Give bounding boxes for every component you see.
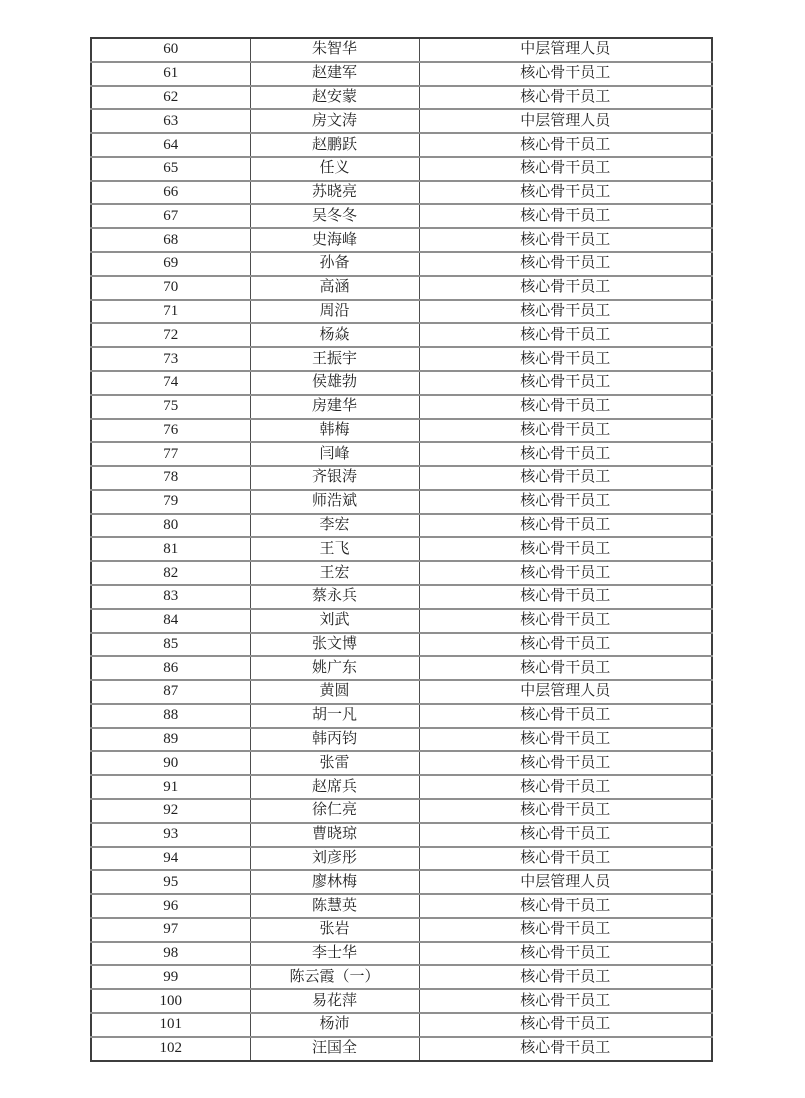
category-cell: 核心骨干员工 (419, 395, 712, 419)
category-cell: 核心骨干员工 (419, 347, 712, 371)
category-cell: 核心骨干员工 (419, 537, 712, 561)
serial-number-cell: 96 (91, 894, 250, 918)
employee-name-cell: 师浩斌 (250, 490, 419, 514)
table-row (91, 775, 712, 799)
employee-name-cell: 韩丙钧 (250, 728, 419, 752)
table-row (91, 252, 712, 276)
table-row (91, 181, 712, 205)
table-row (91, 1037, 712, 1061)
serial-number-cell: 72 (91, 323, 250, 347)
employee-name-cell: 房文涛 (250, 109, 419, 133)
category-cell: 核心骨干员工 (419, 157, 712, 181)
category-cell: 核心骨干员工 (419, 181, 712, 205)
table-row (91, 633, 712, 657)
employee-table-body (91, 38, 712, 1061)
serial-number-cell: 102 (91, 1037, 250, 1061)
table-row (91, 1013, 712, 1037)
employee-name-cell: 孙备 (250, 252, 419, 276)
serial-number-cell: 94 (91, 847, 250, 871)
table-row (91, 894, 712, 918)
table-row (91, 38, 712, 62)
category-cell: 中层管理人员 (419, 870, 712, 894)
serial-number-cell: 80 (91, 514, 250, 538)
category-cell: 核心骨干员工 (419, 228, 712, 252)
table-row (91, 133, 712, 157)
table-row (91, 918, 712, 942)
category-cell: 核心骨干员工 (419, 276, 712, 300)
table-row (91, 371, 712, 395)
category-cell: 核心骨干员工 (419, 371, 712, 395)
employee-name-cell: 房建华 (250, 395, 419, 419)
table-row (91, 323, 712, 347)
serial-number-cell: 92 (91, 799, 250, 823)
serial-number-cell: 78 (91, 466, 250, 490)
serial-number-cell: 69 (91, 252, 250, 276)
category-cell: 核心骨干员工 (419, 133, 712, 157)
employee-name-cell: 周沿 (250, 300, 419, 324)
category-cell: 核心骨干员工 (419, 585, 712, 609)
category-cell: 核心骨干员工 (419, 514, 712, 538)
employee-name-cell: 李士华 (250, 942, 419, 966)
employee-name-cell: 王振宇 (250, 347, 419, 371)
employee-roster-table (90, 37, 713, 1062)
table-row (91, 728, 712, 752)
table-row (91, 870, 712, 894)
employee-name-cell: 韩梅 (250, 419, 419, 443)
serial-number-cell: 84 (91, 609, 250, 633)
table-row (91, 442, 712, 466)
category-cell: 核心骨干员工 (419, 918, 712, 942)
employee-name-cell: 赵建军 (250, 62, 419, 86)
table-row (91, 490, 712, 514)
serial-number-cell: 82 (91, 561, 250, 585)
employee-name-cell: 杨焱 (250, 323, 419, 347)
table-row (91, 276, 712, 300)
table-row (91, 799, 712, 823)
table-row (91, 419, 712, 443)
table-row (91, 680, 712, 704)
table-row (91, 537, 712, 561)
serial-number-cell: 85 (91, 633, 250, 657)
employee-name-cell: 吴冬冬 (250, 204, 419, 228)
category-cell: 中层管理人员 (419, 109, 712, 133)
table-row (91, 751, 712, 775)
serial-number-cell: 73 (91, 347, 250, 371)
employee-name-cell: 张岩 (250, 918, 419, 942)
category-cell: 核心骨干员工 (419, 989, 712, 1013)
category-cell: 中层管理人员 (419, 38, 712, 62)
employee-name-cell: 易花萍 (250, 989, 419, 1013)
table-row (91, 942, 712, 966)
employee-name-cell: 齐银涛 (250, 466, 419, 490)
category-cell: 核心骨干员工 (419, 323, 712, 347)
table-row (91, 466, 712, 490)
employee-name-cell: 张文博 (250, 633, 419, 657)
serial-number-cell: 87 (91, 680, 250, 704)
serial-number-cell: 98 (91, 942, 250, 966)
employee-name-cell: 赵安蒙 (250, 86, 419, 110)
serial-number-cell: 61 (91, 62, 250, 86)
employee-name-cell: 任义 (250, 157, 419, 181)
category-cell: 核心骨干员工 (419, 466, 712, 490)
serial-number-cell: 89 (91, 728, 250, 752)
category-cell: 核心骨干员工 (419, 62, 712, 86)
category-cell: 核心骨干员工 (419, 633, 712, 657)
category-cell: 核心骨干员工 (419, 942, 712, 966)
table-row (91, 704, 712, 728)
employee-name-cell: 高涵 (250, 276, 419, 300)
category-cell: 核心骨干员工 (419, 252, 712, 276)
employee-name-cell: 陈慧英 (250, 894, 419, 918)
employee-name-cell: 徐仁亮 (250, 799, 419, 823)
employee-name-cell: 李宏 (250, 514, 419, 538)
serial-number-cell: 76 (91, 419, 250, 443)
table-row (91, 847, 712, 871)
table-row (91, 395, 712, 419)
category-cell: 核心骨干员工 (419, 1013, 712, 1037)
serial-number-cell: 83 (91, 585, 250, 609)
employee-name-cell: 廖林梅 (250, 870, 419, 894)
category-cell: 核心骨干员工 (419, 799, 712, 823)
category-cell: 中层管理人员 (419, 680, 712, 704)
employee-name-cell: 朱智华 (250, 38, 419, 62)
category-cell: 核心骨干员工 (419, 894, 712, 918)
serial-number-cell: 66 (91, 181, 250, 205)
serial-number-cell: 93 (91, 823, 250, 847)
serial-number-cell: 100 (91, 989, 250, 1013)
employee-name-cell: 史海峰 (250, 228, 419, 252)
category-cell: 核心骨干员工 (419, 561, 712, 585)
serial-number-cell: 75 (91, 395, 250, 419)
employee-name-cell: 汪国全 (250, 1037, 419, 1061)
category-cell: 核心骨干员工 (419, 728, 712, 752)
table-row (91, 989, 712, 1013)
table-row (91, 823, 712, 847)
employee-name-cell: 赵席兵 (250, 775, 419, 799)
table-row (91, 656, 712, 680)
category-cell: 核心骨干员工 (419, 823, 712, 847)
employee-name-cell: 王飞 (250, 537, 419, 561)
serial-number-cell: 90 (91, 751, 250, 775)
serial-number-cell: 88 (91, 704, 250, 728)
employee-name-cell: 刘彦彤 (250, 847, 419, 871)
serial-number-cell: 67 (91, 204, 250, 228)
employee-name-cell: 姚广东 (250, 656, 419, 680)
category-cell: 核心骨干员工 (419, 204, 712, 228)
category-cell: 核心骨干员工 (419, 609, 712, 633)
serial-number-cell: 71 (91, 300, 250, 324)
serial-number-cell: 91 (91, 775, 250, 799)
category-cell: 核心骨干员工 (419, 1037, 712, 1061)
employee-name-cell: 黄圆 (250, 680, 419, 704)
serial-number-cell: 64 (91, 133, 250, 157)
serial-number-cell: 95 (91, 870, 250, 894)
table-row (91, 585, 712, 609)
employee-name-cell: 刘武 (250, 609, 419, 633)
table-row (91, 62, 712, 86)
table-row (91, 86, 712, 110)
category-cell: 核心骨干员工 (419, 965, 712, 989)
employee-name-cell: 侯雄勃 (250, 371, 419, 395)
category-cell: 核心骨干员工 (419, 847, 712, 871)
employee-name-cell: 陈云霞（一） (250, 965, 419, 989)
table-row (91, 204, 712, 228)
category-cell: 核心骨干员工 (419, 490, 712, 514)
serial-number-cell: 77 (91, 442, 250, 466)
serial-number-cell: 101 (91, 1013, 250, 1037)
category-cell: 核心骨干员工 (419, 86, 712, 110)
table-row (91, 228, 712, 252)
serial-number-cell: 60 (91, 38, 250, 62)
serial-number-cell: 65 (91, 157, 250, 181)
table-row (91, 157, 712, 181)
category-cell: 核心骨干员工 (419, 704, 712, 728)
serial-number-cell: 74 (91, 371, 250, 395)
table-row (91, 514, 712, 538)
serial-number-cell: 81 (91, 537, 250, 561)
serial-number-cell: 79 (91, 490, 250, 514)
employee-name-cell: 张雷 (250, 751, 419, 775)
category-cell: 核心骨干员工 (419, 775, 712, 799)
table-row (91, 609, 712, 633)
serial-number-cell: 70 (91, 276, 250, 300)
serial-number-cell: 97 (91, 918, 250, 942)
table-row (91, 347, 712, 371)
table-row (91, 561, 712, 585)
employee-name-cell: 蔡永兵 (250, 585, 419, 609)
employee-name-cell: 王宏 (250, 561, 419, 585)
employee-name-cell: 苏晓亮 (250, 181, 419, 205)
category-cell: 核心骨干员工 (419, 751, 712, 775)
category-cell: 核心骨干员工 (419, 419, 712, 443)
employee-name-cell: 胡一凡 (250, 704, 419, 728)
table-row (91, 300, 712, 324)
serial-number-cell: 86 (91, 656, 250, 680)
employee-name-cell: 赵鹏跃 (250, 133, 419, 157)
serial-number-cell: 68 (91, 228, 250, 252)
category-cell: 核心骨干员工 (419, 442, 712, 466)
serial-number-cell: 63 (91, 109, 250, 133)
employee-name-cell: 曹晓琼 (250, 823, 419, 847)
serial-number-cell: 99 (91, 965, 250, 989)
employee-name-cell: 杨沛 (250, 1013, 419, 1037)
employee-name-cell: 闫峰 (250, 442, 419, 466)
category-cell: 核心骨干员工 (419, 656, 712, 680)
serial-number-cell: 62 (91, 86, 250, 110)
category-cell: 核心骨干员工 (419, 300, 712, 324)
table-row (91, 109, 712, 133)
table-row (91, 965, 712, 989)
